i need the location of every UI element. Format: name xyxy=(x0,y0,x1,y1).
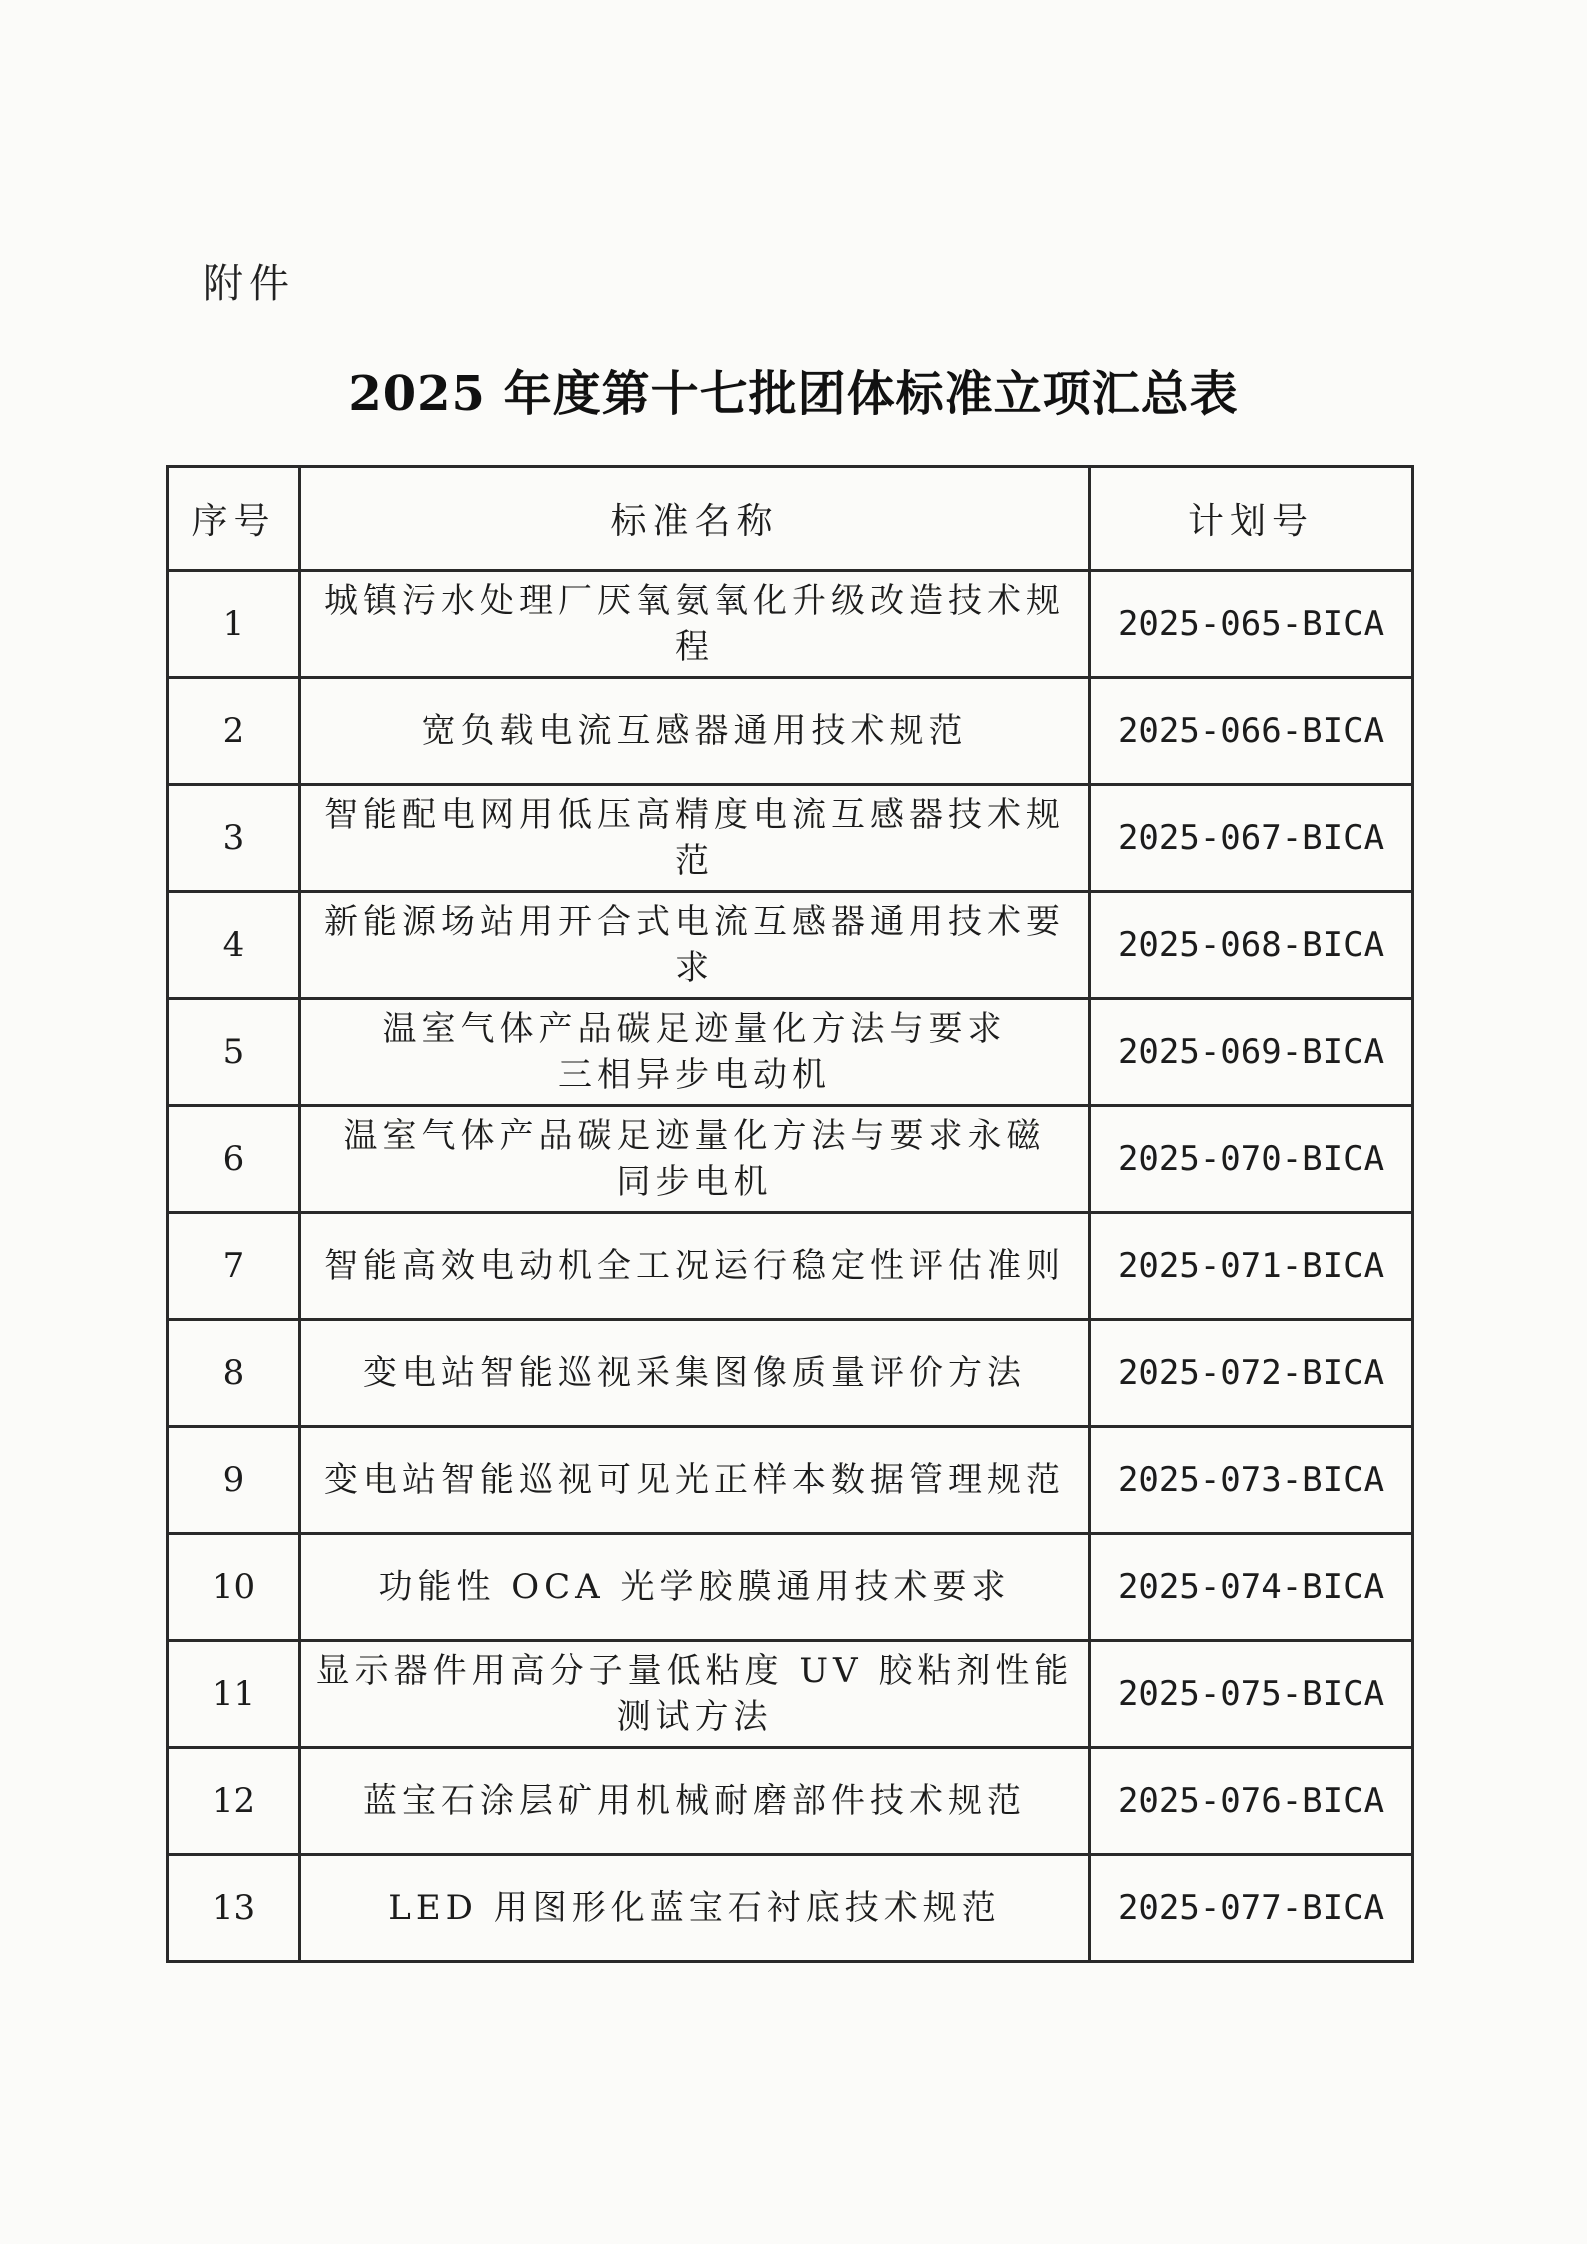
row-standard-name: 智能配电网用低压高精度电流互感器技术规范 xyxy=(300,785,1090,892)
row-plan-number: 2025-068-BICA xyxy=(1090,892,1413,999)
row-plan-number: 2025-070-BICA xyxy=(1090,1106,1413,1213)
row-plan-number: 2025-073-BICA xyxy=(1090,1427,1413,1534)
row-plan-number: 2025-077-BICA xyxy=(1090,1855,1413,1962)
row-standard-name: 城镇污水处理厂厌氧氨氧化升级改造技术规程 xyxy=(300,571,1090,678)
header-standard-name: 标准名称 xyxy=(300,467,1090,571)
row-serial-number: 6 xyxy=(168,1106,300,1213)
row-serial-number: 1 xyxy=(168,571,300,678)
row-plan-number: 2025-069-BICA xyxy=(1090,999,1413,1106)
table-header-row xyxy=(168,467,1413,571)
row-standard-name: 蓝宝石涂层矿用机械耐磨部件技术规范 xyxy=(300,1748,1090,1855)
table-row xyxy=(168,1641,1413,1748)
row-standard-name: 宽负载电流互感器通用技术规范 xyxy=(300,678,1090,785)
row-standard-name: 智能高效电动机全工况运行稳定性评估准则 xyxy=(300,1213,1090,1320)
table-row xyxy=(168,1213,1413,1320)
row-plan-number: 2025-065-BICA xyxy=(1090,571,1413,678)
row-serial-number: 10 xyxy=(168,1534,300,1641)
row-standard-name: 温室气体产品碳足迹量化方法与要求永磁 同步电机 xyxy=(300,1106,1090,1213)
table-row xyxy=(168,1106,1413,1213)
row-serial-number: 9 xyxy=(168,1427,300,1534)
row-plan-number: 2025-075-BICA xyxy=(1090,1641,1413,1748)
row-plan-number: 2025-066-BICA xyxy=(1090,678,1413,785)
row-serial-number: 4 xyxy=(168,892,300,999)
table-row xyxy=(168,1427,1413,1534)
row-plan-number: 2025-072-BICA xyxy=(1090,1320,1413,1427)
row-serial-number: 3 xyxy=(168,785,300,892)
table-row xyxy=(168,785,1413,892)
standards-table xyxy=(166,465,1414,1963)
table-row xyxy=(168,571,1413,678)
document-title: 2025 年度第十七批团体标准立项汇总表 xyxy=(348,366,1239,422)
table-row xyxy=(168,1748,1413,1855)
row-standard-name: 温室气体产品碳足迹量化方法与要求 三相异步电动机 xyxy=(300,999,1090,1106)
row-serial-number: 8 xyxy=(168,1320,300,1427)
row-serial-number: 13 xyxy=(168,1855,300,1962)
row-standard-name: 功能性 OCA 光学胶膜通用技术要求 xyxy=(300,1534,1090,1641)
row-plan-number: 2025-071-BICA xyxy=(1090,1213,1413,1320)
row-plan-number: 2025-076-BICA xyxy=(1090,1748,1413,1855)
row-serial-number: 12 xyxy=(168,1748,300,1855)
header-plan-number: 计划号 xyxy=(1090,467,1413,571)
table-row xyxy=(168,1855,1413,1962)
row-serial-number: 11 xyxy=(168,1641,300,1748)
table-row xyxy=(168,892,1413,999)
row-standard-name: 变电站智能巡视采集图像质量评价方法 xyxy=(300,1320,1090,1427)
row-standard-name: 变电站智能巡视可见光正样本数据管理规范 xyxy=(300,1427,1090,1534)
row-serial-number: 7 xyxy=(168,1213,300,1320)
row-plan-number: 2025-074-BICA xyxy=(1090,1534,1413,1641)
row-standard-name: LED 用图形化蓝宝石衬底技术规范 xyxy=(300,1855,1090,1962)
row-serial-number: 2 xyxy=(168,678,300,785)
table-row xyxy=(168,678,1413,785)
row-serial-number: 5 xyxy=(168,999,300,1106)
header-serial-number: 序号 xyxy=(168,467,300,571)
row-standard-name: 新能源场站用开合式电流互感器通用技术要求 xyxy=(300,892,1090,999)
row-standard-name: 显示器件用高分子量低粘度 UV 胶粘剂性能 测试方法 xyxy=(300,1641,1090,1748)
table-row xyxy=(168,999,1413,1106)
table-row xyxy=(168,1320,1413,1427)
attachment-label: 附件 xyxy=(203,261,295,307)
table-row xyxy=(168,1534,1413,1641)
row-plan-number: 2025-067-BICA xyxy=(1090,785,1413,892)
